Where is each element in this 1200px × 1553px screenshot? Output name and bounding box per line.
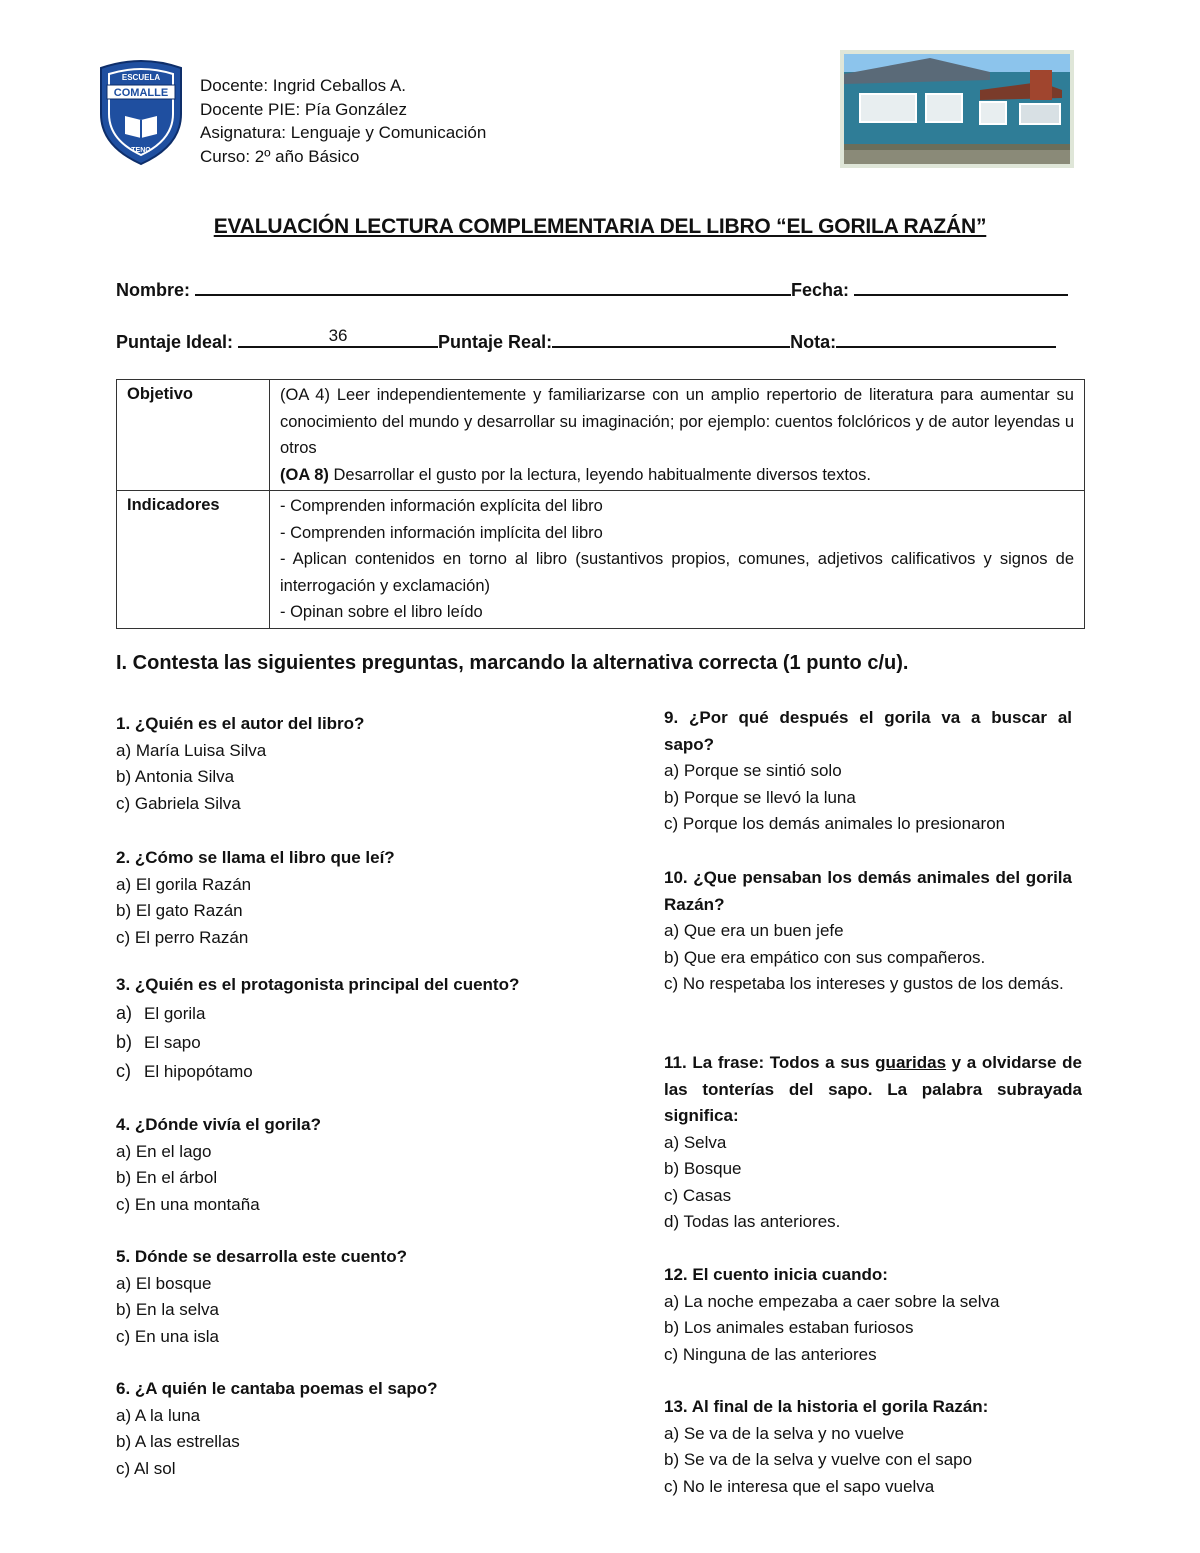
option-c[interactable]: c) El perro Razán — [116, 927, 249, 947]
indicator-item: - Aplican contenidos en torno al libro (sustantivos propios, comunes, adjetivos calificativos y signos de interrogación y exclamación) — [280, 550, 1074, 595]
question-text-end: y a olvidarse de las tonterías del sapo. La palabra subrayada significa: — [664, 1053, 1082, 1125]
option-text: El sapo — [144, 1032, 201, 1052]
option-c[interactable]: c) No respetaba los intereses y gustos de los demás. — [664, 974, 1064, 993]
option-b[interactable]: b) En la selva — [116, 1300, 219, 1319]
oa8-code: (OA 8) — [280, 465, 329, 484]
logo-text-top: ESCUELA — [121, 73, 161, 82]
objectives-table — [116, 379, 1085, 629]
option-a[interactable]: a) Que era un buen jefe — [664, 921, 844, 940]
question-text: 13. Al final de la historia el gorila Razán: — [664, 1397, 989, 1416]
oa8-text: Desarrollar el gusto por la lectura, leyendo habitualmente diversos textos. — [333, 465, 871, 484]
option-c[interactable]: c) Casas — [664, 1185, 732, 1205]
option-c[interactable]: c) Ninguna de las anteriores — [664, 1344, 877, 1364]
indicators-row — [117, 491, 1085, 629]
teacher-line: Docente: Ingrid Ceballos A. — [200, 76, 407, 95]
option-label: b) — [116, 1031, 133, 1052]
indicator-item: - Opinan sobre el libro leído — [280, 603, 483, 621]
question-text-start: 11. La frase: Todos a sus — [664, 1053, 876, 1072]
question-text: 3. ¿Quién es el protagonista principal del cuento? — [116, 975, 520, 994]
option-c[interactable]: c) No le interesa que el sapo vuelva — [664, 1476, 935, 1496]
option-d[interactable]: d) Todas las anteriores. — [664, 1212, 841, 1231]
question-text: 1. ¿Quién es el autor del libro? — [116, 714, 365, 733]
question-text: 5. Dónde se desarrolla este cuento? — [116, 1247, 407, 1266]
school-photo — [840, 50, 1074, 168]
indicator-item: - Comprenden información explícita del libro — [280, 497, 603, 515]
option-b[interactable]: b) Los animales estaban furiosos — [664, 1318, 914, 1337]
question-text: 10. ¿Que pensaban los demás animales del gorila Razán? — [664, 868, 1072, 914]
question-text: 2. ¿Cómo se llama el libro que leí? — [116, 848, 395, 867]
name-field[interactable] — [195, 276, 791, 296]
option-c[interactable]: c) Gabriela Silva — [116, 793, 241, 813]
question-text — [664, 1050, 1082, 1130]
question-10 — [664, 865, 1072, 998]
question-1 — [116, 711, 616, 817]
objective-text — [270, 380, 1085, 491]
question-text: 12. El cuento inicia cuando: — [664, 1265, 888, 1284]
question-4 — [116, 1112, 616, 1218]
section-heading: I. Contesta las siguientes preguntas, marcando la alternativa correcta (1 punto c/u). — [116, 652, 909, 674]
real-score-label: Puntaje Real: — [438, 332, 553, 352]
course-line: Curso: 2º año Básico — [200, 146, 360, 166]
question-11 — [664, 1050, 1082, 1236]
option-b[interactable]: b) A las estrellas — [116, 1432, 240, 1451]
option-a[interactable] — [116, 999, 636, 1028]
option-a[interactable]: a) María Luisa Silva — [116, 740, 267, 760]
form-line-scores — [116, 328, 1056, 353]
question-13 — [664, 1394, 1082, 1500]
option-text: El gorila — [144, 1003, 206, 1023]
school-logo — [93, 58, 189, 166]
option-a[interactable]: a) Porque se sintió solo — [664, 761, 842, 780]
option-b[interactable] — [116, 1028, 636, 1057]
option-a[interactable]: a) El gorila Razán — [116, 874, 252, 894]
real-score-field[interactable] — [552, 328, 790, 348]
option-label: c) — [116, 1060, 131, 1081]
option-c[interactable]: c) Al sol — [116, 1458, 176, 1478]
oa4-code: (OA 4) — [280, 386, 330, 404]
question-text: 6. ¿A quién le cantaba poemas el sapo? — [116, 1379, 438, 1398]
date-label: Fecha: — [791, 280, 850, 300]
option-c[interactable]: c) En una montaña — [116, 1194, 260, 1214]
question-6 — [116, 1376, 616, 1482]
option-c[interactable]: c) Porque los demás animales lo presionaron — [664, 814, 1006, 833]
question-5 — [116, 1244, 616, 1350]
option-a[interactable]: a) A la luna — [116, 1405, 201, 1425]
page-title: EVALUACIÓN LECTURA COMPLEMENTARIA DEL LIBRO “EL GORILA RAZÁN” — [213, 215, 987, 238]
question-text: 4. ¿Dónde vivía el gorila? — [116, 1115, 321, 1134]
oa4-text: Leer independientemente y familiarizarse con un amplio repertorio de literatura para aumentar su conocimiento del mundo y desarrollar su imaginación; por ejemplo: cuentos folclóricos y de autor leyendas u otros — [280, 386, 1074, 457]
pie-teacher-line: Docente PIE: Pía González — [200, 99, 407, 119]
indicator-item: - Comprenden información implícita del libro — [280, 523, 603, 542]
option-b[interactable]: b) Antonia Silva — [116, 767, 235, 786]
grade-field[interactable] — [836, 328, 1056, 348]
option-text: El hipopótamo — [144, 1061, 253, 1081]
grade-label: Nota: — [790, 332, 837, 352]
option-c[interactable]: c) En una isla — [116, 1326, 219, 1346]
option-a[interactable]: a) Se va de la selva y no vuelve — [664, 1423, 905, 1443]
question-12 — [664, 1262, 1082, 1368]
option-a[interactable]: a) Selva — [664, 1132, 727, 1152]
question-9 — [664, 705, 1072, 838]
underlined-word: guaridas — [875, 1053, 947, 1072]
option-a[interactable]: a) En el lago — [116, 1141, 212, 1161]
question-text: 9. ¿Por qué después el gorila va a buscar al sapo? — [664, 708, 1072, 754]
question-2 — [116, 845, 616, 951]
indicators-list — [270, 491, 1085, 629]
ideal-score-label: Puntaje Ideal: — [116, 332, 234, 352]
subject-line: Asignatura: Lenguaje y Comunicación — [200, 123, 487, 142]
name-label: Nombre: — [116, 280, 191, 300]
indicators-label: Indicadores — [117, 491, 270, 629]
option-b[interactable]: b) Que era empático con sus compañeros. — [664, 947, 986, 967]
logo-text-bottom: TENO — [131, 147, 151, 154]
option-label: a) — [116, 1002, 133, 1023]
option-c[interactable] — [116, 1057, 636, 1086]
ideal-score-field[interactable] — [238, 328, 438, 348]
option-a[interactable]: a) La noche empezaba a caer sobre la selva — [664, 1291, 1000, 1311]
option-b[interactable]: b) Se va de la selva y vuelve con el sapo — [664, 1450, 973, 1469]
option-a[interactable]: a) El bosque — [116, 1273, 212, 1293]
option-b[interactable]: b) El gato Razán — [116, 901, 243, 920]
date-field[interactable] — [854, 276, 1068, 296]
logo-text-middle: COMALLE — [113, 87, 169, 99]
header-info — [200, 74, 486, 168]
ideal-score-value: 36 — [328, 326, 348, 345]
objective-label: Objetivo — [117, 380, 270, 491]
option-b[interactable]: b) Porque se llevó la luna — [664, 787, 856, 807]
objective-row — [117, 380, 1085, 491]
option-b[interactable]: b) Bosque — [664, 1159, 742, 1178]
question-3 — [116, 972, 636, 1086]
form-line-name-date — [116, 276, 1068, 301]
option-b[interactable]: b) En el árbol — [116, 1168, 218, 1187]
